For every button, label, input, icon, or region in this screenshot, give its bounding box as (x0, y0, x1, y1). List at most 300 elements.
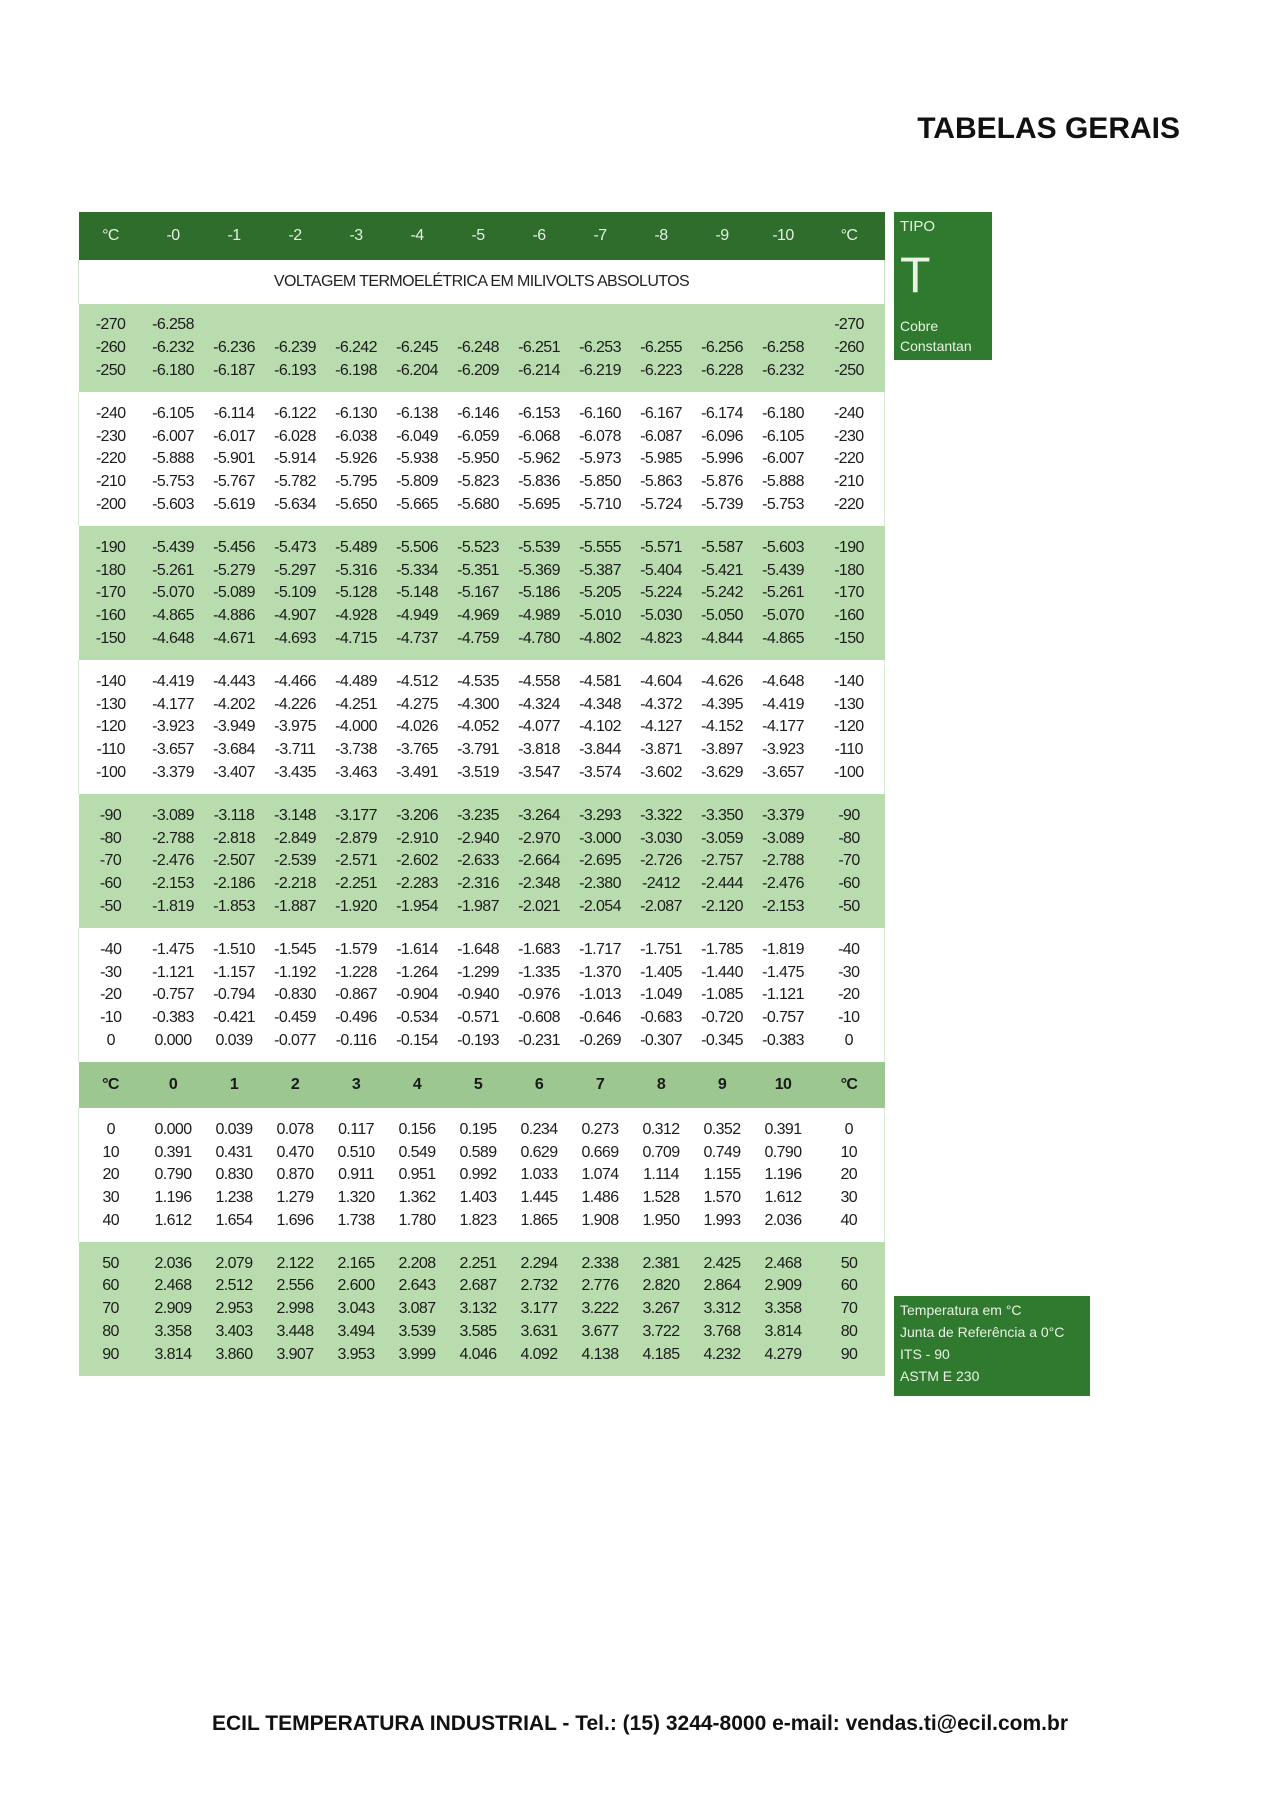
millivolt-cell: 0.951 (387, 1164, 448, 1187)
millivolt-cell: -6.219 (570, 360, 631, 383)
positive-column-header (79, 1062, 885, 1108)
temperature-cell: -10 (79, 1007, 143, 1030)
millivolt-cell: -1.853 (204, 896, 265, 919)
millivolt-cell: -0.976 (509, 984, 570, 1007)
table-row (79, 536, 885, 559)
millivolt-cell: -4.226 (265, 693, 326, 716)
millivolt-cell: -6.193 (265, 360, 326, 383)
millivolt-cell: -2.380 (570, 873, 631, 896)
millivolt-cell: -3.407 (204, 762, 265, 785)
millivolt-cell: 3.177 (509, 1298, 570, 1321)
millivolt-cell: -5.695 (509, 494, 570, 517)
temperature-cell: 30 (79, 1187, 143, 1210)
table-row (79, 693, 885, 716)
millivolt-cell: -1.049 (631, 984, 692, 1007)
millivolt-cell: -6.214 (509, 360, 570, 383)
millivolt-cell: -3.629 (692, 762, 753, 785)
millivolt-cell: -5.650 (326, 494, 387, 517)
temperature-cell: 60 (79, 1275, 143, 1298)
temperature-cell: -140 (79, 670, 143, 693)
temperature-cell: 40 (79, 1210, 143, 1233)
millivolt-cell: -0.345 (692, 1030, 753, 1053)
table-row (79, 938, 885, 961)
millivolt-cell: -3.118 (204, 804, 265, 827)
temperature-cell: -10 (814, 1007, 885, 1030)
millivolt-cell: -3.923 (143, 716, 204, 739)
millivolt-cell (265, 314, 326, 337)
millivolt-cell: -0.231 (509, 1030, 570, 1053)
millivolt-cell: -6.105 (143, 402, 204, 425)
millivolt-cell: -6.038 (326, 425, 387, 448)
millivolt-cell: -1.157 (204, 961, 265, 984)
millivolt-cell: -2.539 (265, 850, 326, 873)
millivolt-cell: 0.709 (631, 1141, 692, 1164)
group-spacer (79, 392, 885, 402)
millivolt-cell: -0.154 (387, 1030, 448, 1053)
millivolt-cell: -4.077 (509, 716, 570, 739)
millivolt-cell: 2.643 (387, 1275, 448, 1298)
millivolt-cell: -8 (631, 212, 692, 260)
millivolt-cell: 2.036 (143, 1252, 204, 1275)
group-spacer-cell (79, 928, 885, 938)
millivolt-cell: -5.619 (204, 494, 265, 517)
millivolt-cell: -2.757 (692, 850, 753, 873)
millivolt-cell: -2.283 (387, 873, 448, 896)
millivolt-cell: 2.122 (265, 1252, 326, 1275)
millivolt-cell: -5.753 (753, 494, 814, 517)
temperature-cell: °C (814, 1062, 885, 1108)
millivolt-cell: -5.555 (570, 536, 631, 559)
millivolt-cell: -0.867 (326, 984, 387, 1007)
millivolt-cell: -4.052 (448, 716, 509, 739)
group-spacer-cell (79, 660, 885, 670)
millivolt-cell: -6.087 (631, 425, 692, 448)
millivolt-cell: -1.475 (143, 938, 204, 961)
temperature-cell: -260 (79, 337, 143, 360)
millivolt-cell: 3.907 (265, 1343, 326, 1366)
millivolt-cell: -6.153 (509, 402, 570, 425)
temperature-cell: -170 (79, 582, 143, 605)
temperature-cell: -230 (814, 425, 885, 448)
millivolt-cell: -5.795 (326, 471, 387, 494)
millivolt-cell (204, 314, 265, 337)
millivolt-cell: 2.909 (143, 1298, 204, 1321)
millivolt-cell: -6.187 (204, 360, 265, 383)
table-row (79, 804, 885, 827)
millivolt-cell: -0.077 (265, 1030, 326, 1053)
millivolt-cell: -5.767 (204, 471, 265, 494)
millivolt-cell: -6.251 (509, 337, 570, 360)
group-spacer (79, 660, 885, 670)
millivolt-cell: -2.602 (387, 850, 448, 873)
millivolt-cell: -3.148 (265, 804, 326, 827)
millivolt-cell: -5.050 (692, 605, 753, 628)
millivolt-cell: -2.120 (692, 896, 753, 919)
millivolt-cell: -5.224 (631, 582, 692, 605)
millivolt-cell: -0.269 (570, 1030, 631, 1053)
thermocouple-table-container (78, 212, 884, 1376)
millivolt-cell: 3.677 (570, 1321, 631, 1344)
millivolt-cell: -4.581 (570, 670, 631, 693)
millivolt-cell: 0.629 (509, 1141, 570, 1164)
millivolt-cell: 0.273 (570, 1118, 631, 1141)
millivolt-cell: -1.751 (631, 938, 692, 961)
millivolt-cell: -4.419 (753, 693, 814, 716)
millivolt-cell: -1.819 (753, 938, 814, 961)
millivolt-cell: 2.165 (326, 1252, 387, 1275)
millivolt-cell: -6.228 (692, 360, 753, 383)
millivolt-cell: 4.185 (631, 1343, 692, 1366)
millivolt-cell: -0.383 (143, 1007, 204, 1030)
millivolt-cell: -0.193 (448, 1030, 509, 1053)
millivolt-cell: -1.370 (570, 961, 631, 984)
millivolt-cell: -5.489 (326, 536, 387, 559)
millivolt-cell: -4.558 (509, 670, 570, 693)
millivolt-cell: -5.914 (265, 448, 326, 471)
millivolt-cell: -0.683 (631, 1007, 692, 1030)
millivolt-cell: -2.218 (265, 873, 326, 896)
temperature-cell: -90 (814, 804, 885, 827)
millivolt-cell: -5.876 (692, 471, 753, 494)
millivolt-cell: -2.087 (631, 896, 692, 919)
millivolt-cell: -6.007 (753, 448, 814, 471)
millivolt-cell: 7 (570, 1062, 631, 1108)
temperature-cell: 0 (814, 1030, 885, 1053)
millivolt-cell: -3.293 (570, 804, 631, 827)
millivolt-cell: -4.177 (143, 693, 204, 716)
millivolt-cell: -3.923 (753, 739, 814, 762)
temperature-cell: -50 (814, 896, 885, 919)
millivolt-cell: 1.738 (326, 1210, 387, 1233)
temperature-cell: -60 (79, 873, 143, 896)
millivolt-cell: -1.013 (570, 984, 631, 1007)
temperature-cell: -180 (814, 559, 885, 582)
millivolt-cell: 1.196 (753, 1164, 814, 1187)
millivolt-cell: 3.222 (570, 1298, 631, 1321)
table-row (79, 559, 885, 582)
millivolt-cell: -3.089 (143, 804, 204, 827)
millivolt-cell (570, 314, 631, 337)
millivolt-cell: -6.017 (204, 425, 265, 448)
group-spacer (79, 382, 885, 392)
millivolt-cell: -6.232 (143, 337, 204, 360)
millivolt-cell: 0.549 (387, 1141, 448, 1164)
millivolt-cell: -5.523 (448, 536, 509, 559)
millivolt-cell: 0.000 (143, 1030, 204, 1053)
millivolt-cell: -1.954 (387, 896, 448, 919)
thermocouple-table (78, 212, 885, 1376)
millivolt-cell: -0.534 (387, 1007, 448, 1030)
millivolt-cell: -4.737 (387, 628, 448, 651)
millivolt-cell: -2 (265, 212, 326, 260)
group-spacer (79, 1366, 885, 1376)
millivolt-cell: 3.312 (692, 1298, 753, 1321)
millivolt-cell: -4.348 (570, 693, 631, 716)
group-spacer (79, 928, 885, 938)
type-material-negative: Constantan (900, 338, 972, 354)
millivolt-cell (753, 314, 814, 337)
millivolt-cell: -5 (448, 212, 509, 260)
millivolt-cell: -4.780 (509, 628, 570, 651)
millivolt-cell: 0.749 (692, 1141, 753, 1164)
table-row (79, 494, 885, 517)
millivolt-cell: -5.089 (204, 582, 265, 605)
millivolt-cell: -4.026 (387, 716, 448, 739)
millivolt-cell: -6.096 (692, 425, 753, 448)
millivolt-cell: 2.512 (204, 1275, 265, 1298)
table-row (79, 1321, 885, 1344)
millivolt-cell: -4.671 (204, 628, 265, 651)
millivolt-cell: -5.753 (143, 471, 204, 494)
group-spacer (79, 650, 885, 660)
millivolt-cell: -7 (570, 212, 631, 260)
millivolt-cell: -5.070 (143, 582, 204, 605)
millivolt-cell: -6.007 (143, 425, 204, 448)
millivolt-cell: -5.850 (570, 471, 631, 494)
millivolt-cell (326, 314, 387, 337)
millivolt-cell: -2.664 (509, 850, 570, 873)
temperature-cell: -160 (814, 605, 885, 628)
millivolt-cell: 3.814 (753, 1321, 814, 1344)
temperature-cell: -210 (814, 471, 885, 494)
millivolt-cell: 2.079 (204, 1252, 265, 1275)
millivolt-cell: -6.105 (753, 425, 814, 448)
millivolt-cell: -6.209 (448, 360, 509, 383)
temperature-cell: -240 (79, 402, 143, 425)
millivolt-cell: 3.087 (387, 1298, 448, 1321)
millivolt-cell: 0.510 (326, 1141, 387, 1164)
millivolt-cell: -3.711 (265, 739, 326, 762)
millivolt-cell: -2.444 (692, 873, 753, 896)
temperature-cell: °C (79, 212, 143, 260)
millivolt-cell: -6.122 (265, 402, 326, 425)
table-row (79, 1164, 885, 1187)
group-spacer (79, 1242, 885, 1252)
millivolt-cell: -3.322 (631, 804, 692, 827)
table-row (79, 448, 885, 471)
millivolt-cell: -6.242 (326, 337, 387, 360)
group-spacer-cell (79, 516, 885, 526)
millivolt-cell: -5.128 (326, 582, 387, 605)
millivolt-cell: 2.998 (265, 1298, 326, 1321)
millivolt-cell: -2.186 (204, 873, 265, 896)
group-spacer-cell (79, 382, 885, 392)
millivolt-cell: -0.307 (631, 1030, 692, 1053)
millivolt-cell: 0.431 (204, 1141, 265, 1164)
millivolt-cell: -2.571 (326, 850, 387, 873)
millivolt-cell: -6.236 (204, 337, 265, 360)
millivolt-cell: -4.372 (631, 693, 692, 716)
millivolt-cell: -3.235 (448, 804, 509, 827)
millivolt-cell: -4.886 (204, 605, 265, 628)
millivolt-cell: -5.242 (692, 582, 753, 605)
millivolt-cell: -6.248 (448, 337, 509, 360)
millivolt-cell: -4.466 (265, 670, 326, 693)
millivolt-cell: 0.195 (448, 1118, 509, 1141)
millivolt-cell: 0.352 (692, 1118, 753, 1141)
millivolt-cell: 2.687 (448, 1275, 509, 1298)
millivolt-cell: -5.571 (631, 536, 692, 559)
millivolt-cell: -5.456 (204, 536, 265, 559)
reference-line-astm: ASTM E 230 (900, 1368, 980, 1384)
millivolt-cell: -0.940 (448, 984, 509, 1007)
temperature-cell: -220 (79, 448, 143, 471)
table-row (79, 850, 885, 873)
temperature-cell: -130 (814, 693, 885, 716)
table-row (79, 582, 885, 605)
temperature-cell: -110 (814, 739, 885, 762)
millivolt-cell: -5.901 (204, 448, 265, 471)
millivolt-cell: 1.823 (448, 1210, 509, 1233)
millivolt-cell: 2.294 (509, 1252, 570, 1275)
millivolt-cell: -5.888 (753, 471, 814, 494)
temperature-cell: 10 (814, 1141, 885, 1164)
table-row (79, 425, 885, 448)
table-row (79, 360, 885, 383)
millivolt-cell: -5.962 (509, 448, 570, 471)
millivolt-cell: -1.192 (265, 961, 326, 984)
millivolt-cell: 2.776 (570, 1275, 631, 1298)
millivolt-cell: -2.633 (448, 850, 509, 873)
group-spacer-cell (79, 1052, 885, 1062)
millivolt-cell: -6.049 (387, 425, 448, 448)
millivolt-cell: -4 (387, 212, 448, 260)
millivolt-cell: 1.238 (204, 1187, 265, 1210)
millivolt-cell: 6 (509, 1062, 570, 1108)
temperature-cell: 60 (814, 1275, 885, 1298)
millivolt-cell: -2.251 (326, 873, 387, 896)
millivolt-cell: -0.720 (692, 1007, 753, 1030)
millivolt-cell: -1.545 (265, 938, 326, 961)
temperature-cell: -180 (79, 559, 143, 582)
temperature-cell: 50 (814, 1252, 885, 1275)
millivolt-cell: -5.724 (631, 494, 692, 517)
millivolt-cell: -1.121 (143, 961, 204, 984)
group-spacer (79, 516, 885, 526)
table-row (79, 1252, 885, 1275)
table-row (79, 1007, 885, 1030)
millivolt-cell: 2.425 (692, 1252, 753, 1275)
millivolt-cell: 2.732 (509, 1275, 570, 1298)
millivolt-cell: 1.362 (387, 1187, 448, 1210)
millivolt-cell: 0.992 (448, 1164, 509, 1187)
millivolt-cell: -5.279 (204, 559, 265, 582)
temperature-cell: -30 (79, 961, 143, 984)
millivolt-cell: 1.612 (753, 1187, 814, 1210)
millivolt-cell: 10 (753, 1062, 814, 1108)
millivolt-cell: 1.696 (265, 1210, 326, 1233)
millivolt-cell: 3 (326, 1062, 387, 1108)
millivolt-cell: -5.809 (387, 471, 448, 494)
temperature-cell: -250 (814, 360, 885, 383)
temperature-cell: -100 (814, 762, 885, 785)
millivolt-cell: 2.600 (326, 1275, 387, 1298)
table-row (79, 827, 885, 850)
temperature-cell: 70 (79, 1298, 143, 1321)
group-spacer-cell (79, 650, 885, 660)
millivolt-cell: 4.232 (692, 1343, 753, 1366)
millivolt-cell: 2.338 (570, 1252, 631, 1275)
millivolt-cell: -3.602 (631, 762, 692, 785)
millivolt-cell: -3.030 (631, 827, 692, 850)
millivolt-cell: 0.391 (143, 1141, 204, 1164)
millivolt-cell: -5.148 (387, 582, 448, 605)
millivolt-cell: 3.494 (326, 1321, 387, 1344)
millivolt-cell: 1.865 (509, 1210, 570, 1233)
millivolt-cell: -6.130 (326, 402, 387, 425)
temperature-cell: -90 (79, 804, 143, 827)
table-row (79, 471, 885, 494)
temperature-cell: -40 (814, 938, 885, 961)
millivolt-cell: -6.180 (143, 360, 204, 383)
millivolt-cell: 0.078 (265, 1118, 326, 1141)
millivolt-cell: -0.496 (326, 1007, 387, 1030)
millivolt-cell: -3.264 (509, 804, 570, 827)
millivolt-cell: -5.710 (570, 494, 631, 517)
millivolt-cell: 0.156 (387, 1118, 448, 1141)
millivolt-cell: -4.127 (631, 716, 692, 739)
millivolt-cell: -3.519 (448, 762, 509, 785)
temperature-cell: -150 (79, 628, 143, 651)
millivolt-cell: 3.448 (265, 1321, 326, 1344)
temperature-cell: -240 (814, 402, 885, 425)
millivolt-cell: -5.985 (631, 448, 692, 471)
group-spacer (79, 794, 885, 804)
table-row (79, 314, 885, 337)
millivolt-cell: -1.475 (753, 961, 814, 984)
millivolt-cell: -2.021 (509, 896, 570, 919)
millivolt-cell: -4.865 (143, 605, 204, 628)
millivolt-cell: -1.614 (387, 938, 448, 961)
millivolt-cell: 0.790 (753, 1141, 814, 1164)
millivolt-cell: 3.539 (387, 1321, 448, 1344)
millivolt-cell: -3.463 (326, 762, 387, 785)
millivolt-cell: 9 (692, 1062, 753, 1108)
millivolt-cell: 0.234 (509, 1118, 570, 1141)
millivolt-cell: 3.585 (448, 1321, 509, 1344)
millivolt-cell: -4.300 (448, 693, 509, 716)
millivolt-cell: -4.604 (631, 670, 692, 693)
millivolt-cell: 2.468 (753, 1252, 814, 1275)
millivolt-cell: -6.232 (753, 360, 814, 383)
type-letter: T (900, 247, 931, 303)
millivolt-cell: -5.369 (509, 559, 570, 582)
millivolt-cell: -5.506 (387, 536, 448, 559)
millivolt-cell: -2.849 (265, 827, 326, 850)
millivolt-cell: -0.383 (753, 1030, 814, 1053)
millivolt-cell (631, 314, 692, 337)
millivolt-cell: -6.258 (753, 337, 814, 360)
millivolt-cell: -3.177 (326, 804, 387, 827)
millivolt-cell: -5.316 (326, 559, 387, 582)
millivolt-cell: 1.033 (509, 1164, 570, 1187)
millivolt-cell: 0.391 (753, 1118, 814, 1141)
millivolt-cell: -3.897 (692, 739, 753, 762)
page-title: TABELAS GERAIS (917, 112, 1180, 145)
millivolt-cell: -2.788 (143, 827, 204, 850)
millivolt-cell: -0.571 (448, 1007, 509, 1030)
millivolt-cell: -5.261 (143, 559, 204, 582)
millivolt-cell: -5.863 (631, 471, 692, 494)
millivolt-cell: -3.206 (387, 804, 448, 827)
millivolt-cell: -5.836 (509, 471, 570, 494)
millivolt-cell: 5 (448, 1062, 509, 1108)
millivolt-cell: -3.379 (143, 762, 204, 785)
millivolt-cell: 2.820 (631, 1275, 692, 1298)
temperature-cell: 50 (79, 1252, 143, 1275)
millivolt-cell: -5.473 (265, 536, 326, 559)
millivolt-cell: -4.000 (326, 716, 387, 739)
